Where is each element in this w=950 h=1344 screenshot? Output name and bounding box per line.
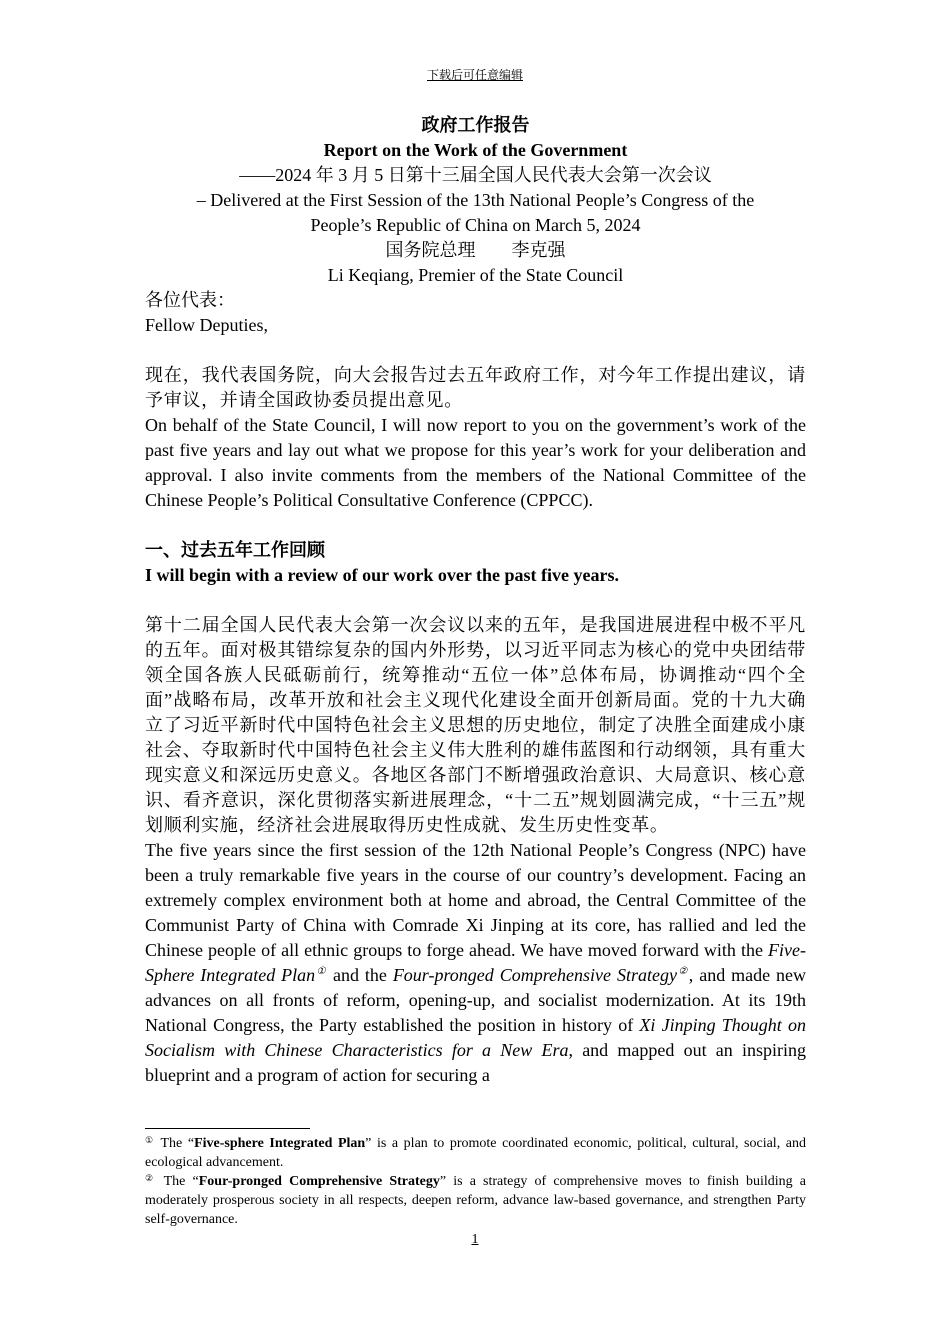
footnote-ref-2[interactable]: ② [676,966,689,977]
term-five-sphere-plan: Five-Sphere Integrated Plan [145,940,807,985]
title-en: Report on the Work of the Government [323,140,628,160]
section-heading-zh: 一、过去五年工作回顾 [145,540,325,560]
footnotes [145,1134,806,1229]
review-paragraph-zh: 第十二届全国人民代表大会第一次会议以来的五年，是我国进展进程中极不平凡的五年。面对极其错综复杂的国内外形势，以习近平同志为核心的党中央团结带领全国各族人民砥砺前行，统筹推动“五位一体”总体布局，协调推动“四个全面”战略布局，改革开放和社会主义现代化建设全面开创新局面。党的十九大确立了习近平新时代中国特色社会主义思想的历史地位，制定了决胜全面建成小康社会、夺取新时代中国特色社会主义伟大胜利的雄伟蓝图和行动纲领，具有重大现实意义和深远历史意义。各地区各部门不断增强政治意识、大局意识、核心意识、看齐意识，深化贯彻落实新进展理念，“十二五”规划圆满完成，“十三五”规划顺利实施，经济社会进展取得历史性成就、发生历史性变革。 [145,615,806,835]
greeting-en: Fellow Deputies, [145,315,268,335]
term-xi-thought: Xi Jinping Thought on Socialism with Chinese Characteristics for a New Era [145,1015,806,1060]
page-number: 1 [471,1232,479,1247]
spacer [145,338,806,363]
footnote-2 [145,1172,806,1229]
review-text-part2: and the [332,965,387,985]
review-text-part1: The five years since the first session of the 12th National People’s Congress (NPC) have been a truly remarkable five years in the course of our country’s development. Facing an extremely complex environment both at home and abroad, the Central Committee of the Communist Party of China with Comrade Xi Jinping at its core, has rallied and led the Chinese people of all ethnic groups to forge ahead. We have moved forward with the [145,840,806,960]
subtitle-en-line1: – Delivered at the First Session of the 13th National People’s Congress of the [196,190,755,210]
footnote-mark-1: ① [145,1135,156,1145]
footnote-1 [145,1134,806,1172]
review-text-part3: , and made new advances on all fronts of reform, opening-up, and socialist modernization. At its 19th National Congress, the Party established the position in history of [145,965,807,1035]
footnote-text: The “ [163,1174,199,1189]
footnote-separator [145,1128,310,1129]
author-zh: 国务院总理 李克强 [385,240,566,260]
document-body [145,113,806,1088]
footnote-text: The “ [160,1136,195,1151]
intro-paragraph-en: On behalf of the State Council, I will now report to you on the government’s work of the past five years and lay out what we propose for this year’s work for your deliberation and approval. I also invite comments from the members of the National Committee of the Chinese People’s Political Consultative Conference (CPPCC). [145,415,806,510]
footnote-term: Four-pronged Comprehensive Strategy [198,1174,440,1189]
footnote-text: ” is a plan to promote coordinated economic, political, cultural, social, and ecological advancement. [145,1136,806,1170]
subtitle-zh: ——2024 年 3 月 5 日第十三届全国人民代表大会第一次会议 [239,165,712,185]
footnote-text: ” is a strategy of comprehensive moves to finish building a moderately prosperous society in all respects, deepen reform, advance law-based governance, and strengthen Party self-governance. [145,1174,806,1227]
review-text-part4: , and mapped out an inspiring blueprint and a program of action for securing a [145,1040,806,1085]
spacer [145,588,806,613]
header-download-link[interactable]: 下载后可任意编辑 [426,68,523,82]
author-en: Li Keqiang, Premier of the State Council [327,265,624,285]
footnote-mark-2: ② [145,1173,157,1183]
intro-paragraph-zh: 现在，我代表国务院，向大会报告过去五年政府工作，对今年工作提出建议，请予审议，并请全国政协委员提出意见。 [145,365,806,410]
section-heading-en: I will begin with a review of our work over the past five years. [145,565,619,585]
footnote-term: Five-sphere Integrated Plan [194,1136,366,1151]
subtitle-en-line2: People’s Republic of China on March 5, 2024 [310,215,641,235]
footnote-ref-1[interactable]: ① [315,966,328,977]
term-four-pronged-strategy: Four-pronged Comprehensive Strategy [392,965,677,985]
title-zh: 政府工作报告 [421,115,530,135]
spacer [145,513,806,538]
greeting-zh: 各位代表： [145,290,235,310]
review-paragraph-en [145,838,806,1088]
